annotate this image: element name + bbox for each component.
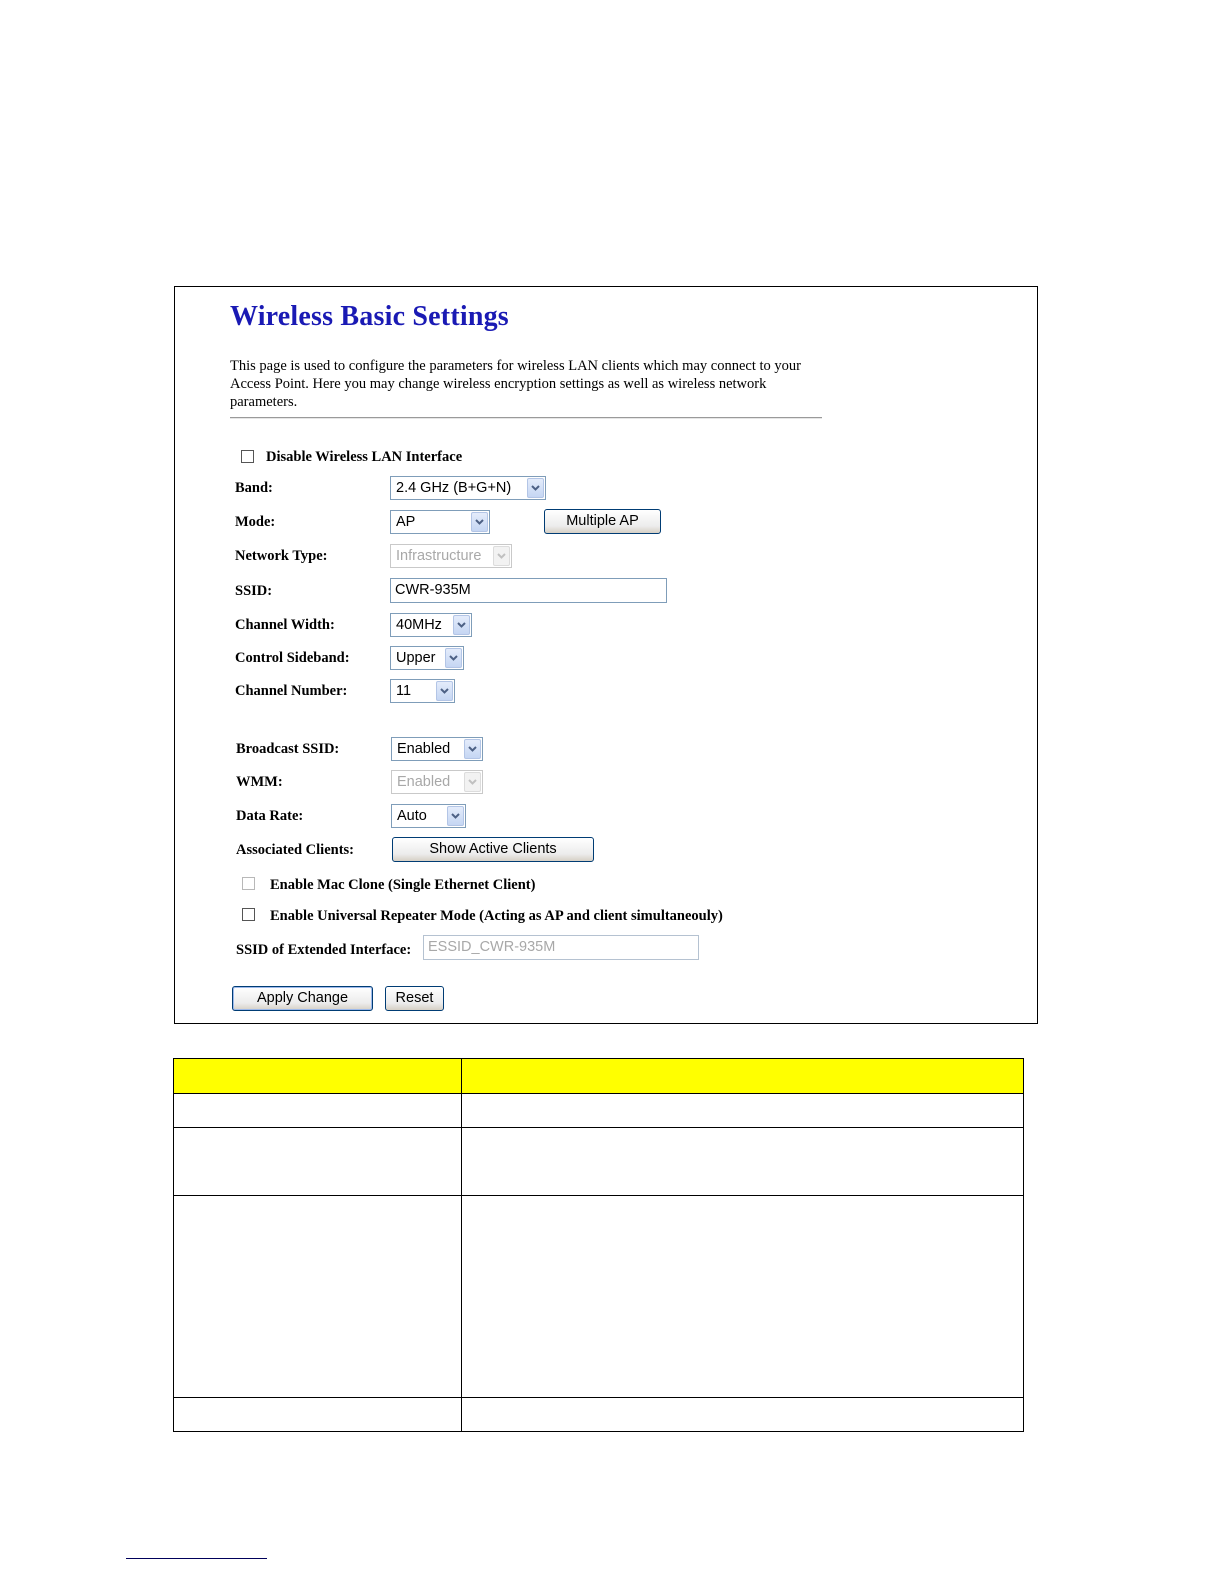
table-cell	[174, 1398, 462, 1432]
table-row	[174, 1094, 1024, 1128]
wmm-value: Enabled	[397, 774, 451, 790]
broadcast-ssid-label: Broadcast SSID:	[236, 741, 340, 757]
table-cell	[174, 1196, 462, 1398]
wmm-select	[391, 770, 483, 794]
mode-label: Mode:	[235, 514, 276, 530]
data-rate-value: Auto	[397, 808, 427, 824]
screenshot-frame	[174, 286, 1038, 1024]
table-header-cell	[174, 1059, 462, 1094]
channel-width-select[interactable]	[390, 613, 472, 637]
mode-value: AP	[396, 514, 416, 530]
control-sideband-label: Control Sideband:	[235, 650, 350, 666]
mac-clone-checkbox	[242, 877, 255, 890]
table-cell	[174, 1094, 462, 1128]
chevron-down-icon	[464, 772, 481, 792]
divider	[230, 417, 822, 419]
reset-button[interactable]: Reset	[385, 986, 444, 1011]
ssid-label: SSID:	[235, 583, 273, 599]
wmm-label: WMM:	[236, 774, 283, 790]
table-header-cell	[462, 1059, 1024, 1094]
multiple-ap-button[interactable]: Multiple AP	[544, 509, 661, 534]
channel-number-select[interactable]	[390, 679, 455, 703]
channel-number-label: Channel Number:	[235, 683, 348, 699]
band-select[interactable]	[390, 476, 546, 500]
chevron-down-icon[interactable]	[436, 681, 453, 701]
extended-ssid-input: ESSID_CWR-935M	[423, 935, 699, 960]
chevron-down-icon[interactable]	[464, 739, 481, 759]
disable-wireless-label: Disable Wireless LAN Interface	[266, 449, 463, 465]
network-type-select	[390, 544, 512, 568]
control-sideband-select[interactable]	[390, 646, 464, 670]
chevron-down-icon[interactable]	[447, 806, 464, 826]
footnote-separator	[126, 1558, 267, 1559]
chevron-down-icon	[493, 546, 510, 566]
chevron-down-icon[interactable]	[445, 648, 462, 668]
chevron-down-icon[interactable]	[527, 478, 544, 498]
channel-width-label: Channel Width:	[235, 617, 335, 633]
band-label: Band:	[235, 480, 273, 496]
mode-select[interactable]	[390, 510, 490, 534]
table-cell	[462, 1094, 1024, 1128]
table-row	[174, 1398, 1024, 1432]
parameter-table	[173, 1058, 1024, 1432]
chevron-down-icon[interactable]	[453, 615, 470, 635]
data-rate-label: Data Rate:	[236, 808, 304, 824]
extended-ssid-label: SSID of Extended Interface:	[236, 942, 412, 958]
associated-clients-label: Associated Clients:	[236, 842, 355, 858]
apply-change-button[interactable]: Apply Change	[232, 986, 373, 1011]
channel-width-value: 40MHz	[396, 617, 442, 633]
broadcast-ssid-value: Enabled	[397, 741, 451, 757]
disable-wireless-checkbox[interactable]	[241, 450, 254, 463]
control-sideband-value: Upper	[396, 650, 436, 666]
broadcast-ssid-select[interactable]	[391, 737, 483, 761]
ssid-input[interactable]: CWR-935M	[390, 578, 667, 603]
table-cell	[462, 1128, 1024, 1196]
network-type-label: Network Type:	[235, 548, 328, 564]
show-active-clients-button[interactable]: Show Active Clients	[392, 837, 594, 862]
data-rate-select[interactable]	[391, 804, 466, 828]
table-cell	[462, 1398, 1024, 1432]
table-row	[174, 1196, 1024, 1398]
table-cell	[462, 1196, 1024, 1398]
universal-repeater-label: Enable Universal Repeater Mode (Acting as AP and client simultaneouly)	[270, 908, 723, 924]
channel-number-value: 11	[396, 683, 412, 699]
table-cell	[174, 1128, 462, 1196]
table-row	[174, 1128, 1024, 1196]
band-value: 2.4 GHz (B+G+N)	[396, 480, 512, 496]
universal-repeater-checkbox[interactable]	[242, 908, 255, 921]
page-description: This page is used to configure the parameters for wireless LAN clients which may connect to your Access Point. Here you may change wireless encryption settings as well as wireless network parameters.	[230, 358, 801, 410]
table-header-row	[174, 1059, 1024, 1094]
network-type-value: Infrastructure	[396, 548, 482, 564]
mac-clone-label: Enable Mac Clone (Single Ethernet Client)	[270, 877, 536, 893]
page-title: Wireless Basic Settings	[230, 301, 509, 332]
chevron-down-icon[interactable]	[471, 512, 488, 532]
